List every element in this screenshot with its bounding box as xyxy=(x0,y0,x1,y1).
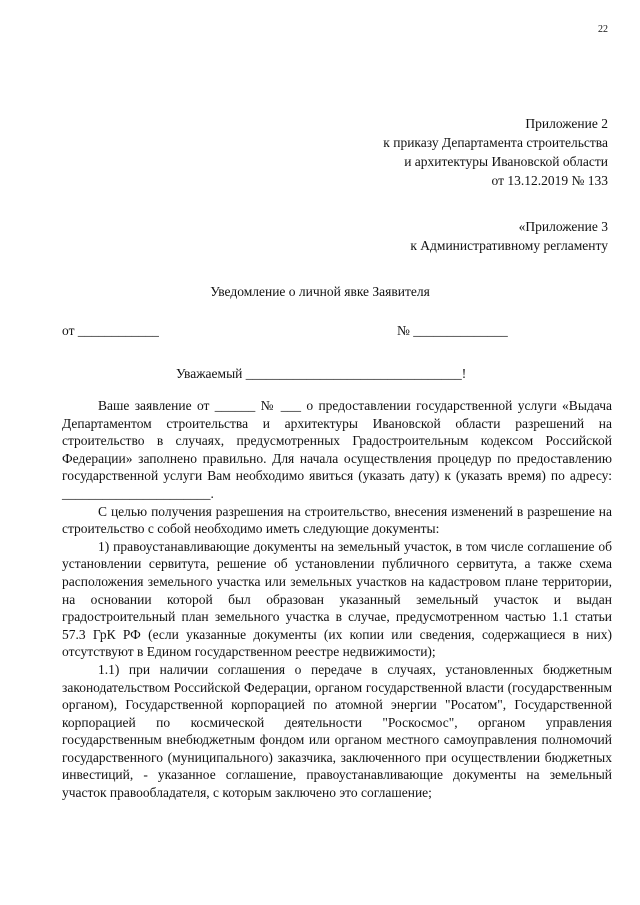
document-title: Уведомление о личной явке Заявителя xyxy=(210,284,430,299)
appendix-header-line: и архитектуры Ивановской области xyxy=(404,154,608,169)
paragraph: С целью получения разрешения на строительство, внесения изменений в разрешение на строительство с собой необходимо иметь следующие документы: xyxy=(62,503,612,537)
appendix-header-line: Приложение 2 xyxy=(525,116,608,131)
regulation-header xyxy=(410,217,608,255)
page-number: 22 xyxy=(598,24,608,35)
greeting: Уважаемый ________________________________! xyxy=(176,366,467,381)
regulation-header-line: «Приложение 3 xyxy=(518,219,608,234)
paragraph: 1.1) при наличии соглашения о передаче в случаях, установленных бюджетным законодательством Российской Федерации, органом государственной власти (государственным органом), Государственной корпорацией по атомной энергии "Росатом", Государственной корпорацией по космической деятельности "Роскосмос", органом управления государственным внебюджетным фондом или органом местного самоуправления полномочий государственного (муниципального) заказчика, заключенного при осуществлении бюджетных инвестиций, - указанное соглашение, правоустанавливающие документы на земельный участок правообладателя, с которым заключено это соглашение; xyxy=(62,661,612,801)
appendix-header-line: от 13.12.2019 № 133 xyxy=(491,173,608,188)
regulation-header-line: к Административному регламенту xyxy=(410,238,608,253)
paragraph: 1) правоустанавливающие документы на земельный участок, в том числе соглашение об установлении сервитута, решение об установлении публичного сервитута, а также схема расположения земельного участка или земельных участков на кадастровом плане территории, на основании которой был образован указанный земельный участок и выдан градостроительный план земельного участка в случае, предусмотренном частью 1.1 статьи 57.3 ГрК РФ (если указанные документы (их копии или сведения, содержащиеся в них) отсутствуют в Едином государственном реестре недвижимости); xyxy=(62,538,612,660)
from-date-field: от ____________ xyxy=(62,323,159,338)
paragraph: Ваше заявление от ______ № ___ о предоставлении государственной услуги «Выдача Департаментом строительства и архитектуры Ивановской области разрешений на строительство в случаях, предусмотренных Градостроительным кодексом Российской Федерации» заполнено правильно. Для начала осуществления процедур по предоставлению государственной услуги Вам необходимо явиться (указать дату) к (указать время) по адресу: ______________________. xyxy=(62,398,612,501)
document-body xyxy=(62,397,612,802)
appendix-header-line: к приказу Департамента строительства xyxy=(383,135,608,150)
number-field: № ______________ xyxy=(397,323,508,338)
appendix-header xyxy=(383,114,608,190)
